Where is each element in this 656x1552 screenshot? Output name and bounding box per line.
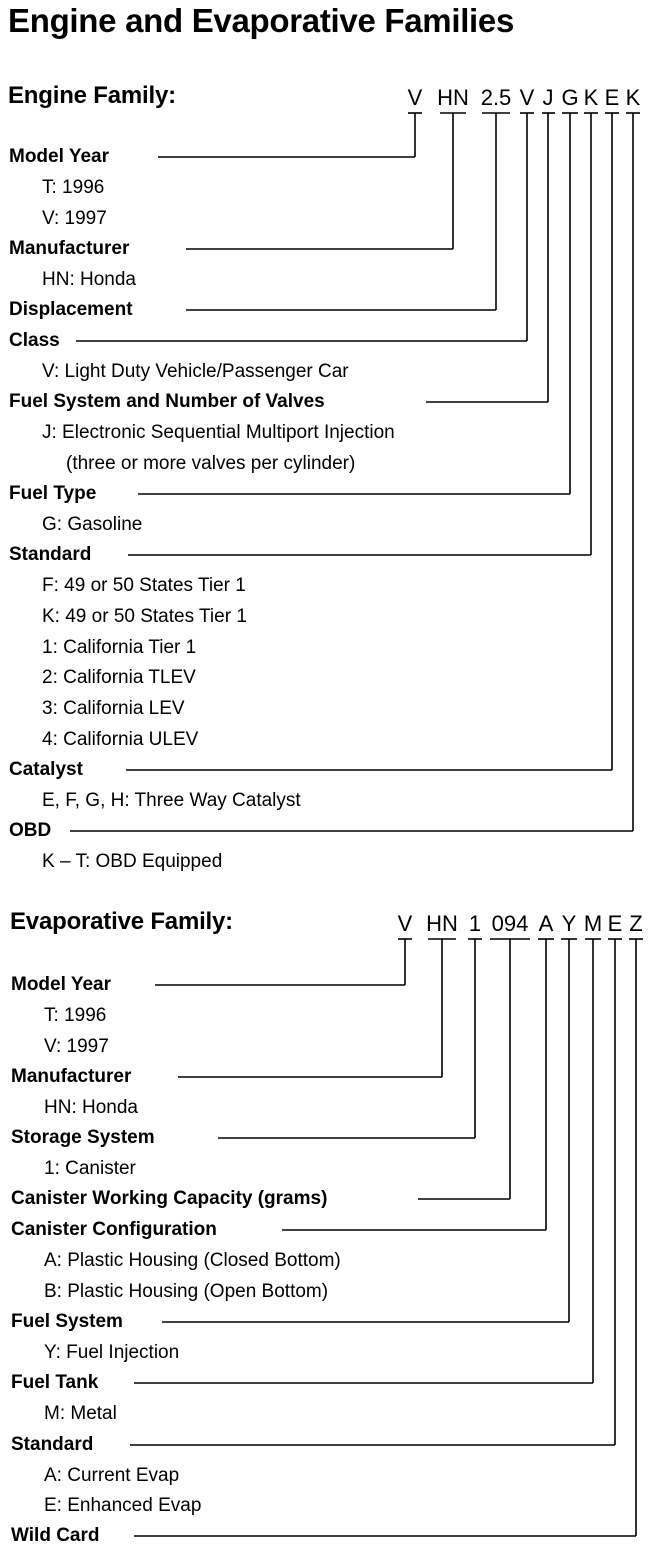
- evap-field-item: Y: Fuel Injection: [44, 1342, 180, 1363]
- engine-field-item: 3: California LEV: [42, 698, 185, 719]
- evap-field-item: B: Plastic Housing (Open Bottom): [44, 1281, 329, 1302]
- engine-family-heading: Engine Family:: [8, 82, 176, 109]
- evap-field-label: Canister Configuration: [11, 1219, 217, 1240]
- engine-field-item: V: 1997: [42, 208, 107, 229]
- engine-field-item: K – T: OBD Equipped: [42, 851, 223, 872]
- engine-field-item: F: 49 or 50 States Tier 1: [42, 575, 246, 596]
- evap-code-char: HN: [426, 911, 458, 936]
- engine-field-item: G: Gasoline: [42, 514, 143, 535]
- engine-field-label: Class: [9, 330, 60, 351]
- engine-field-label: Model Year: [9, 146, 109, 167]
- evap-field-label: Model Year: [11, 974, 111, 995]
- engine-code-char: V: [519, 85, 535, 110]
- evap-field-label: Fuel Tank: [11, 1372, 99, 1393]
- engine-field-label: Catalyst: [9, 759, 83, 780]
- engine-code-char: E: [604, 85, 620, 110]
- evap-field-item: M: Metal: [44, 1403, 117, 1424]
- engine-field-item: (three or more valves per cylinder): [66, 453, 356, 474]
- evap-field-label: Standard: [11, 1434, 94, 1455]
- engine-field-item: 4: California ULEV: [42, 729, 199, 750]
- engine-field-label: Fuel Type: [9, 483, 97, 504]
- evap-field-item: HN: Honda: [44, 1097, 138, 1118]
- engine-code-char: K: [625, 85, 641, 110]
- evap-code-char: 094: [491, 911, 529, 936]
- engine-code-char: HN: [437, 85, 469, 110]
- engine-code-char: G: [561, 85, 579, 110]
- evap-code-char: Y: [561, 911, 577, 936]
- engine-field-item: E, F, G, H: Three Way Catalyst: [42, 790, 301, 811]
- engine-field-item: T: 1996: [42, 177, 105, 198]
- evap-field-label: Wild Card: [11, 1525, 100, 1546]
- evap-field-item: A: Plastic Housing (Closed Bottom): [44, 1250, 341, 1271]
- engine-field-item: V: Light Duty Vehicle/Passenger Car: [42, 361, 349, 382]
- evap-field-item: V: 1997: [44, 1036, 109, 1057]
- evap-code-char: Z: [629, 911, 643, 936]
- engine-code-char: V: [407, 85, 423, 110]
- evap-code-char: M: [583, 911, 603, 936]
- evap-field-item: 1: Canister: [44, 1158, 136, 1179]
- page-title: Engine and Evaporative Families: [8, 2, 515, 39]
- engine-field-item: 2: California TLEV: [42, 667, 196, 688]
- evap-field-item: T: 1996: [44, 1005, 107, 1026]
- evap-field-label: Manufacturer: [11, 1066, 132, 1087]
- evap-code-char: 1: [468, 911, 482, 936]
- evap-code-char: E: [607, 911, 623, 936]
- engine-code-char: J: [542, 85, 554, 110]
- evap-field-item: A: Current Evap: [44, 1465, 180, 1486]
- engine-field-label: Manufacturer: [9, 238, 130, 259]
- evap-field-label: Fuel System: [11, 1311, 123, 1332]
- evap-field-item: E: Enhanced Evap: [44, 1495, 202, 1516]
- engine-field-label: Displacement: [9, 299, 133, 320]
- engine-field-item: HN: Honda: [42, 269, 136, 290]
- engine-field-label: Fuel System and Number of Valves: [9, 391, 325, 412]
- evap-field-label: Canister Working Capacity (grams): [11, 1188, 328, 1209]
- engine-field-label: Standard: [9, 544, 92, 565]
- engine-field-item: K: 49 or 50 States Tier 1: [42, 606, 247, 627]
- engine-code-char: 2.5: [480, 85, 512, 110]
- engine-field-item: J: Electronic Sequential Multiport Injection: [42, 422, 395, 443]
- engine-code-char: K: [583, 85, 599, 110]
- evap-field-label: Storage System: [11, 1127, 155, 1148]
- evap-code-char: A: [538, 911, 554, 936]
- engine-field-item: 1: California Tier 1: [42, 637, 197, 658]
- evap-code-char: V: [397, 911, 413, 936]
- engine-field-label: OBD: [9, 820, 52, 841]
- evap-family-heading: Evaporative Family:: [10, 908, 233, 935]
